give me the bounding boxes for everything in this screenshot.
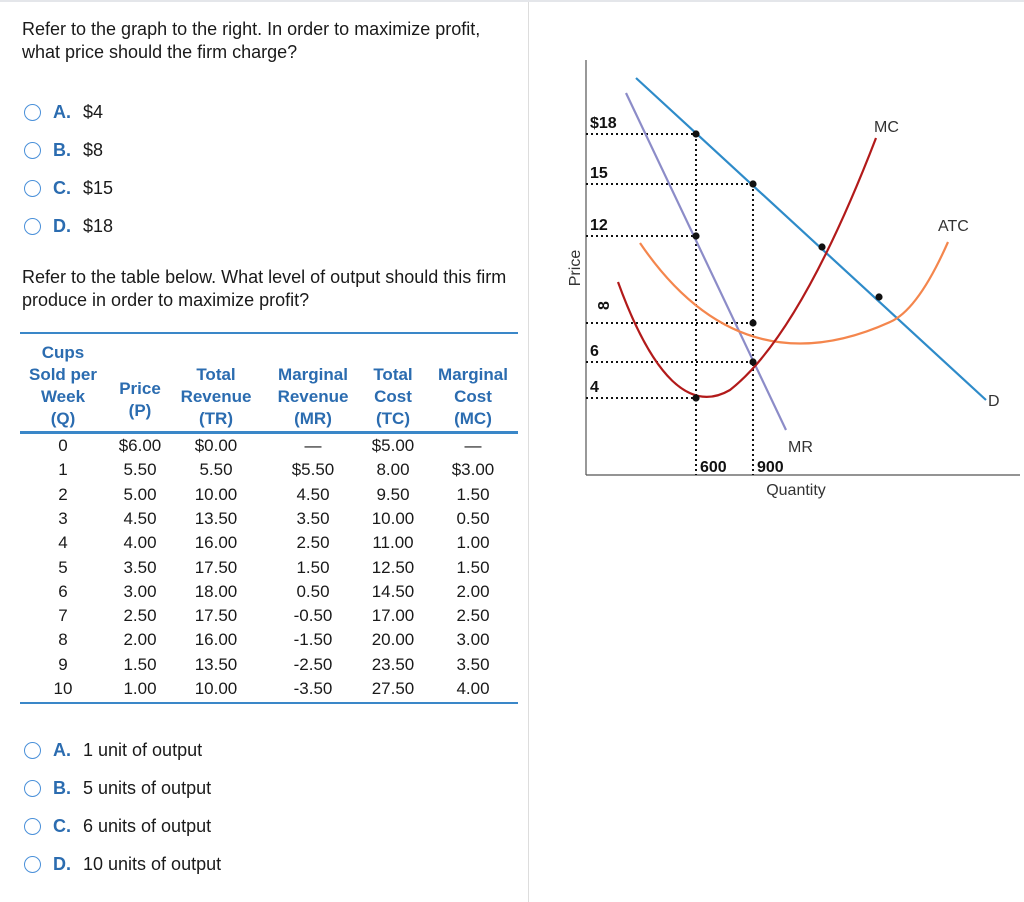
cell-tr: 10.00 — [194, 679, 238, 698]
option-label: 1 unit of output — [83, 739, 203, 760]
header-line: (P) — [128, 401, 152, 420]
point-mr-600 — [692, 232, 699, 239]
table-bottom-rule — [20, 702, 518, 704]
point-atc-900 — [749, 319, 756, 326]
cell-tr: 17.50 — [194, 557, 238, 577]
header-total-revenue — [173, 336, 259, 430]
point-atc-demand — [875, 293, 882, 300]
q1-option-c[interactable] — [24, 176, 113, 200]
cell-tr: 18.00 — [194, 581, 238, 601]
cell-price: 1.50 — [123, 654, 157, 674]
intersection-points — [692, 130, 882, 401]
cell-mr: 3.50 — [296, 508, 330, 528]
radio-button[interactable] — [24, 780, 41, 797]
header-line: Total — [196, 365, 236, 384]
cell-price: 4.00 — [123, 533, 157, 553]
radio-button[interactable] — [24, 180, 41, 197]
cell-mc: 3.00 — [456, 630, 490, 650]
q2-option-c[interactable] — [24, 814, 211, 838]
cell-mr: 4.50 — [296, 484, 330, 504]
cell-mc: 1.00 — [456, 533, 490, 553]
header-line: Revenue — [277, 387, 349, 406]
cost-revenue-graph — [560, 60, 1020, 510]
header-line: Revenue — [180, 387, 252, 406]
header-line: Total — [373, 365, 413, 384]
cell-tr: 16.00 — [194, 630, 238, 650]
mc-label: MC — [874, 119, 899, 136]
cell-mc: 1.50 — [456, 557, 490, 577]
table-row — [20, 628, 518, 652]
cell-mr: $5.50 — [291, 460, 335, 480]
option-letter: D. — [53, 215, 71, 236]
question-1-text: Refer to the graph to the right. In order to maximize profit, what price should the firm charge? — [22, 19, 481, 62]
atc-curve — [640, 242, 948, 344]
point-mc-demand — [818, 243, 825, 250]
header-line: Price — [119, 379, 161, 398]
option-letter: A. — [53, 101, 71, 122]
q1-option-a[interactable] — [24, 100, 103, 124]
cell-tc: 20.00 — [371, 630, 415, 650]
cell-tc: 23.50 — [371, 654, 415, 674]
point-demand-600 — [692, 130, 699, 137]
table-row — [20, 531, 518, 555]
price-tick-12: 12 — [590, 217, 608, 234]
cell-price: 4.50 — [123, 508, 157, 528]
cell-price: 3.00 — [123, 581, 157, 601]
marginal-cost-curve — [618, 138, 876, 397]
cell-tc: 10.00 — [371, 508, 415, 528]
cell-q: 2 — [58, 484, 68, 504]
header-line: Sold per — [28, 365, 97, 384]
cell-q: 8 — [58, 630, 68, 650]
cell-price: $6.00 — [118, 436, 162, 455]
header-line: Marginal — [438, 365, 508, 384]
option-label: 10 units of output — [83, 853, 222, 874]
point-mc-900 — [749, 358, 756, 365]
panel-divider — [528, 2, 529, 902]
table-row — [20, 653, 518, 677]
cell-mr: -0.50 — [293, 606, 333, 626]
y-axis-title: Price — [567, 249, 584, 287]
header-line: Cost — [374, 387, 412, 406]
quantity-tick-900: 900 — [757, 459, 784, 476]
cell-tr: 13.50 — [194, 508, 238, 528]
cell-tc: 17.00 — [371, 606, 415, 626]
header-marginal-cost — [430, 336, 516, 430]
option-label: $18 — [83, 215, 114, 236]
cell-mr: -1.50 — [293, 630, 333, 650]
demand-label: D — [988, 393, 1000, 410]
cell-q: 0 — [58, 436, 68, 455]
radio-button[interactable] — [24, 104, 41, 121]
q2-option-b[interactable] — [24, 776, 211, 800]
cell-q: 9 — [58, 654, 68, 674]
option-label: $4 — [83, 101, 104, 122]
cell-tc: 12.50 — [371, 557, 415, 577]
header-line: (MR) — [294, 409, 332, 428]
price-tick-15: 15 — [590, 165, 608, 182]
price-tick-6: 6 — [590, 343, 599, 360]
table-row — [20, 604, 518, 628]
cell-mc: $3.00 — [451, 460, 495, 480]
header-line: (TC) — [376, 409, 410, 428]
table-row — [20, 507, 518, 531]
cell-tc: $5.00 — [371, 436, 415, 455]
cell-tc: 14.50 — [371, 581, 415, 601]
cell-mc: 2.00 — [456, 581, 490, 601]
cell-tc: 11.00 — [372, 533, 414, 553]
option-label: 5 units of output — [83, 777, 212, 798]
radio-button[interactable] — [24, 142, 41, 159]
cell-mc: 4.00 — [456, 679, 490, 698]
header-line: (Q) — [50, 409, 76, 428]
cell-tr: $0.00 — [194, 436, 238, 455]
quantity-tick-600: 600 — [700, 459, 727, 476]
question-2-text: Refer to the table below. What level of output should this firm produce in order to maximize profit? — [22, 267, 507, 310]
q1-option-d[interactable] — [24, 214, 113, 238]
header-line: Cost — [454, 387, 492, 406]
cell-mr: — — [304, 436, 322, 455]
table-row — [20, 556, 518, 580]
option-letter: B. — [53, 777, 71, 798]
header-line: (TR) — [199, 409, 233, 428]
header-quantity — [20, 336, 106, 430]
radio-button[interactable] — [24, 818, 41, 835]
header-line: Week — [40, 387, 86, 406]
cell-mc: 1.50 — [456, 484, 490, 504]
cell-price: 5.50 — [123, 460, 157, 480]
cell-mc: 3.50 — [456, 654, 490, 674]
cell-q: 5 — [58, 557, 68, 577]
option-letter: C. — [53, 177, 71, 198]
q2-option-a[interactable] — [24, 738, 202, 762]
option-letter: C. — [53, 815, 71, 836]
q2-option-d[interactable] — [24, 852, 221, 876]
cell-price: 2.00 — [123, 630, 157, 650]
atc-label: ATC — [938, 218, 969, 235]
q1-option-b[interactable] — [24, 138, 103, 162]
header-line: Marginal — [278, 365, 348, 384]
table-row — [20, 458, 518, 482]
cell-price: 5.00 — [123, 484, 157, 504]
cell-tr: 5.50 — [199, 460, 233, 480]
radio-button[interactable] — [24, 856, 41, 873]
header-price — [113, 336, 167, 422]
table-row — [20, 483, 518, 507]
radio-button[interactable] — [24, 218, 41, 235]
cell-tr: 16.00 — [194, 533, 238, 553]
table-top-rule — [20, 332, 518, 334]
price-tick-4: 4 — [590, 379, 599, 396]
table-row — [20, 580, 518, 604]
option-letter: A. — [53, 739, 71, 760]
cell-tr: 17.50 — [194, 606, 238, 626]
cell-q: 6 — [58, 581, 68, 601]
cell-q: 4 — [58, 533, 68, 553]
header-marginal-revenue — [268, 336, 358, 430]
cell-mr: 1.50 — [296, 557, 330, 577]
point-demand-900 — [749, 180, 756, 187]
price-tick-8: 8 — [596, 301, 613, 310]
cell-q: 10 — [53, 679, 73, 698]
price-tick-18: $18 — [590, 115, 617, 132]
cell-mc: 2.50 — [456, 606, 490, 626]
option-label: 6 units of output — [83, 815, 212, 836]
point-atc-600 — [692, 394, 699, 401]
cell-mr: 2.50 — [296, 533, 330, 553]
cell-price: 1.00 — [123, 679, 157, 698]
cell-mr: 0.50 — [296, 581, 330, 601]
top-border — [0, 0, 1024, 2]
option-label: $8 — [83, 139, 104, 160]
cell-mr: -2.50 — [293, 654, 333, 674]
table-row — [20, 434, 518, 458]
cell-mr: -3.50 — [293, 679, 333, 698]
option-label: $15 — [83, 177, 114, 198]
cell-tc: 27.50 — [371, 679, 415, 698]
cell-price: 2.50 — [123, 606, 157, 626]
option-letter: D. — [53, 853, 71, 874]
cell-tr: 13.50 — [194, 654, 238, 674]
header-total-cost — [363, 336, 423, 430]
cell-price: 3.50 — [123, 557, 157, 577]
cell-mc: 0.50 — [456, 508, 490, 528]
table-row — [20, 677, 518, 701]
option-letter: B. — [53, 139, 71, 160]
header-line: Cups — [41, 343, 85, 362]
cell-q: 1 — [58, 460, 68, 480]
cell-tc: 9.50 — [376, 484, 410, 504]
radio-button[interactable] — [24, 742, 41, 759]
cell-tr: 10.00 — [194, 484, 238, 504]
cell-q: 3 — [58, 508, 68, 528]
header-line: (MC) — [454, 409, 492, 428]
demand-curve — [636, 78, 986, 400]
cell-tc: 8.00 — [376, 460, 410, 480]
cell-q: 7 — [58, 606, 68, 626]
cell-mc: — — [464, 436, 482, 455]
x-axis-title: Quantity — [766, 482, 826, 499]
mr-label: MR — [788, 439, 813, 456]
